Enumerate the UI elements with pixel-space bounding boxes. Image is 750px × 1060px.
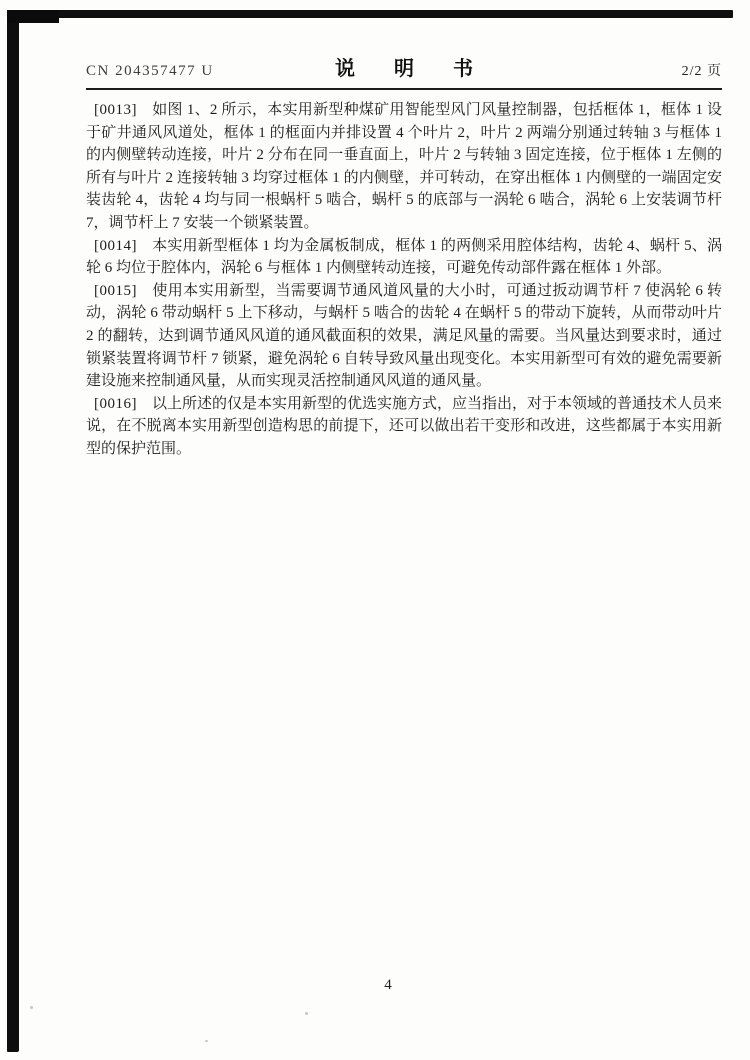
paragraph-label: [0015] [94, 282, 137, 299]
paragraph-text: 使用本实用新型，当需要调节通风道风量的大小时，可通过扳动调节杆 7 使涡轮 6 转动，涡轮 6 带动蜗杆 5 上下移动，与蜗杆 5 啮合的齿轮 4 在蜗杆 5 的带动下旋转，从而带动叶片 2 的翻转，达到调节通风风道的通风截面积的效果，满足风量的需要。当风量达到要求时，通过锁紧装置将调节杆 7 锁紧，避免涡轮 6 自转导致风量出现变化。本实用新型可有效的避免需要新建设施来控制通风量，从而实现灵活控制通风风道的通风量。 [86, 282, 722, 390]
scan-speck [205, 1040, 208, 1042]
specification-body [86, 99, 722, 461]
document-title: 说 明 书 [335, 58, 490, 80]
publication-number: CN 204357477 U [86, 63, 214, 79]
page-indicator: 2/2 页 [681, 64, 722, 79]
paragraph-text: 以上所述的仅是本实用新型的优选实施方式，应当指出，对于本领域的普通技术人员来说，在不脱离本实用新型创造构思的前提下，还可以做出若干变形和改进，这些都属于本实用新型的保护范围。 [86, 395, 723, 457]
scan-edge-left [7, 10, 19, 1052]
paragraph-text: 本实用新型框体 1 均为金属板制成，框体 1 的两侧采用腔体结构，齿轮 4、蜗杆 5、涡轮 6 均位于腔体内，涡轮 6 与框体 1 内侧壁转动连接，可避免传动部件露在框体 1 外部。 [86, 237, 722, 277]
paragraph-0014 [86, 235, 722, 280]
paragraph-label: [0013] [94, 102, 137, 118]
paragraph-0013 [86, 99, 722, 235]
page-content [86, 52, 722, 461]
scan-speck [30, 1006, 33, 1009]
scan-edge-top [7, 10, 733, 18]
paragraph-0016 [86, 393, 722, 461]
footer-page-number: 4 [384, 977, 392, 993]
document-header [86, 52, 722, 90]
paragraph-label: [0014] [94, 237, 137, 254]
scan-speck [305, 1012, 308, 1015]
scan-edge-corner [7, 10, 59, 23]
paragraph-text: 如图 1、2 所示，本实用新型种煤矿用智能型风门风量控制器，包括框体 1，框体 1 设于矿井通风风道处，框体 1 的框面内并排设置 4 个叶片 2，叶片 2 两端分别通过转轴 3 与框体 1 的内侧壁转动连接，叶片 2 分布在同一垂直面上，叶片 2 与转轴 3 固定连接，位于框体 1 左侧的所有与叶片 2 连接转轴 3 均穿过框体 1 的内侧壁，并可转动，在穿出框体 1 内侧壁的一端固定安装齿轮 4，齿轮 4 均与同一根蜗杆 5 啮合，蜗杆 5 的底部与一涡轮 6 啮合，涡轮 6 上安装调节杆 7，调节杆上 7 安装一个锁紧装置。 [86, 102, 722, 231]
paragraph-label: [0016] [94, 395, 137, 412]
paragraph-0015 [86, 280, 722, 393]
